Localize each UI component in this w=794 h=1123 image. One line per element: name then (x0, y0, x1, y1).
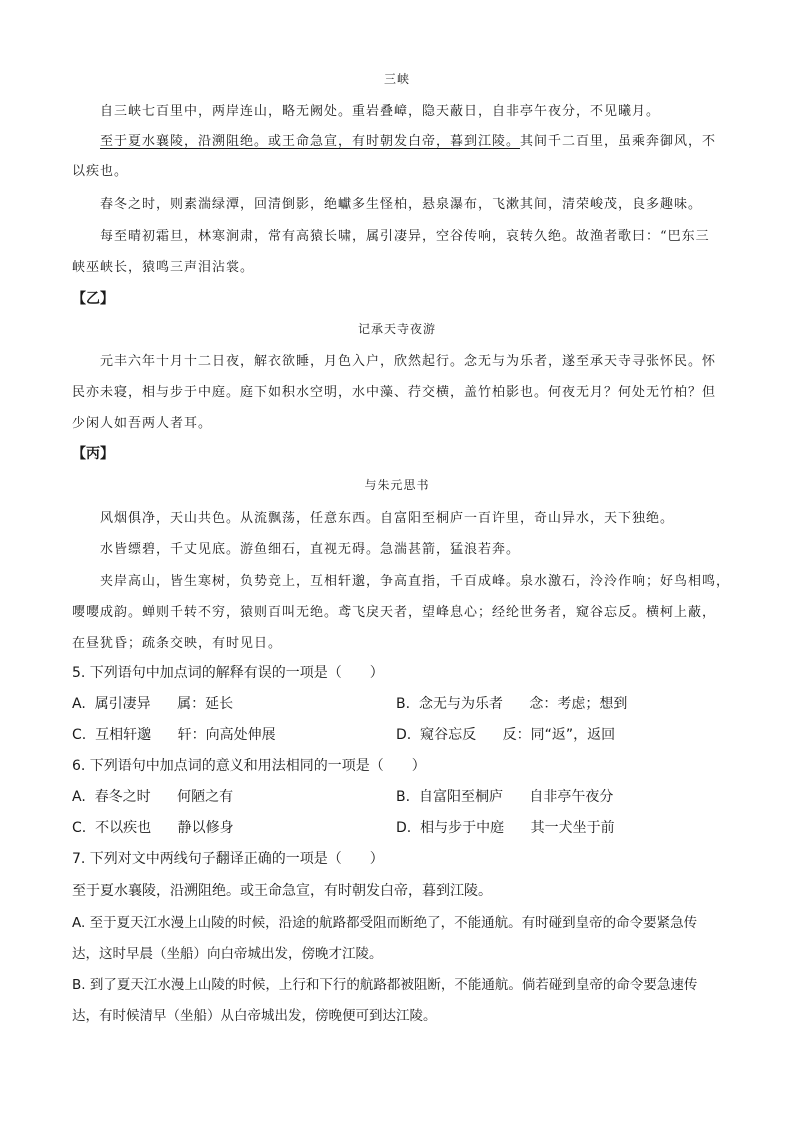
q6-option-c (72, 817, 234, 837)
passage-line: 自三峡七百里中，两岸连山，略无阙处。重岩叠嶂，隐天蔽日，自非亭午夜分，不见曦月。 (100, 104, 661, 119)
q5-option-d (396, 724, 615, 744)
passage-line: 峡巫峡长，猿鸣三声泪沾裳。 (72, 260, 255, 275)
passage-line: 夹岸高山，皆生寒树，负势竞上，互相轩邈，争高直指，千百成峰。泉水激石，泠泠作响；好鸟相鸣， (100, 574, 731, 589)
question-5-stem: 5. 下列语句中加点词的解释有误的一项是（ ） (72, 665, 384, 681)
question-7-stem: 7. 下列对文中两线句子翻译正确的一项是（ ） (72, 851, 384, 867)
underlined-sentence: 至于夏水襄陵，沿溯阻绝。或王命急宣，有时朝发白帝，暮到江陵。 (100, 134, 521, 149)
question-7-quote: 至于夏水襄陵，沿溯阻绝。或王命急宣，有时朝发白帝，暮到江陵。 (72, 883, 492, 899)
passage-line: 每至晴初霜旦，林寒涧肃，常有高猿长啸，属引凄异，空谷传响，哀转久绝。故渔者歌曰：“巴东三 (100, 229, 710, 244)
option-gloss: 反：同“返”，返回 (502, 727, 616, 743)
q6-option-a (72, 786, 233, 806)
option-gloss: 属：延长 (177, 696, 234, 712)
q7-option-a-line2: 达，这时早晨（坐船）向白帝城出发，傍晚才江陵。 (72, 946, 383, 962)
option-phrase: 自非亭午夜分 (529, 789, 614, 805)
passage-line: 春冬之时，则素湍绿潭，回清倒影，绝巘多生怪柏，悬泉瀑布，飞漱其间，清荣峻茂，良多趣味。 (100, 197, 703, 212)
section-label-bing: 【丙】 (72, 446, 114, 462)
passage-line: 嘤嘤成韵。蝉则千转不穷，猿则百叫无绝。鸢飞戾天者，望峰息心；经纶世务者，窥谷忘反。横柯上蔽， (72, 605, 717, 620)
q7-option-b-line1: B. 到了夏天江水漫上山陵的时候，上行和下行的航路都被阻断，不能通航。倘若碰到皇帝的命令要急速传 (72, 977, 698, 993)
passage-line: 元丰六年十月十二日夜，解衣欲睡，月色入户，欣然起行。念无与为乐者，遂至承天寺寻张怀民。怀 (100, 354, 717, 369)
option-phrase: 自富阳至桐庐 (418, 789, 503, 805)
option-phrase: 属引凄异 (94, 696, 151, 712)
passage-title-sanxia: 三峡 (383, 72, 410, 86)
question-6-stem: 6. 下列语句中加点词的意义和用法相同的一项是（ ） (72, 758, 426, 774)
passage-line (100, 130, 716, 149)
option-phrase: 念无与为乐者 (418, 696, 503, 712)
q5-option-a (72, 693, 233, 713)
option-label: D. (396, 727, 412, 743)
q5-option-b (396, 693, 627, 713)
option-phrase: 不以疾也 (95, 820, 152, 836)
passage-title-chengtian: 记承天寺夜游 (357, 322, 436, 336)
passage-line: 以疾也。 (72, 164, 129, 179)
passage-line: 少闲人如吾两人者耳。 (72, 416, 213, 431)
option-gloss: 轩：向高处伸展 (177, 727, 276, 743)
option-label: A. (72, 789, 86, 805)
passage-title-zhuyuansi: 与朱元思书 (364, 478, 430, 492)
option-label: D. (396, 820, 412, 836)
passage-line: 水皆缥碧，千丈见底。游鱼细石，直视无碍。急湍甚箭，猛浪若奔。 (100, 542, 521, 557)
option-phrase: 互相轩邈 (95, 727, 152, 743)
option-label: C. (72, 820, 87, 836)
q6-option-d (396, 817, 615, 837)
option-label: B. (396, 789, 411, 805)
q6-option-b (396, 786, 613, 806)
passage-line: 在昼犹昏；疏条交映，有时见日。 (72, 636, 283, 651)
passage-line: 风烟俱净，天山共色。从流飘荡，任意东西。自富阳至桐庐一百许里，奇山异水，天下独绝。 (100, 511, 675, 526)
option-phrase: 静以修身 (177, 820, 234, 836)
passage-line: 民亦未寝，相与步于中庭。庭下如积水空明，水中藻、荇交横，盖竹柏影也。何夜无月？何处无竹柏？但 (72, 385, 717, 400)
passage-text: 其间千二百里，虽乘奔御风，不 (520, 134, 717, 149)
option-phrase: 其一犬坐于前 (530, 820, 615, 836)
option-phrase: 相与步于中庭 (420, 820, 505, 836)
q7-option-b-line2: 达，有时候清早（坐船）从白帝城出发，傍晚便可到达江陵。 (72, 1008, 437, 1024)
q5-option-c (72, 724, 276, 744)
section-label-yi: 【乙】 (72, 291, 114, 307)
option-phrase: 春冬之时 (94, 789, 151, 805)
option-label: C. (72, 727, 87, 743)
option-phrase: 何陋之有 (177, 789, 234, 805)
option-label: A. (72, 696, 86, 712)
option-label: B. (396, 696, 411, 712)
option-phrase: 窥谷忘反 (420, 727, 477, 743)
option-gloss: 念：考虑；想到 (529, 696, 628, 712)
q7-option-a-line1: A. 至于夏天江水漫上山陵的时候，沿途的航路都受阻而断绝了，不能通航。有时碰到皇帝的命令要紧急传 (72, 915, 698, 931)
